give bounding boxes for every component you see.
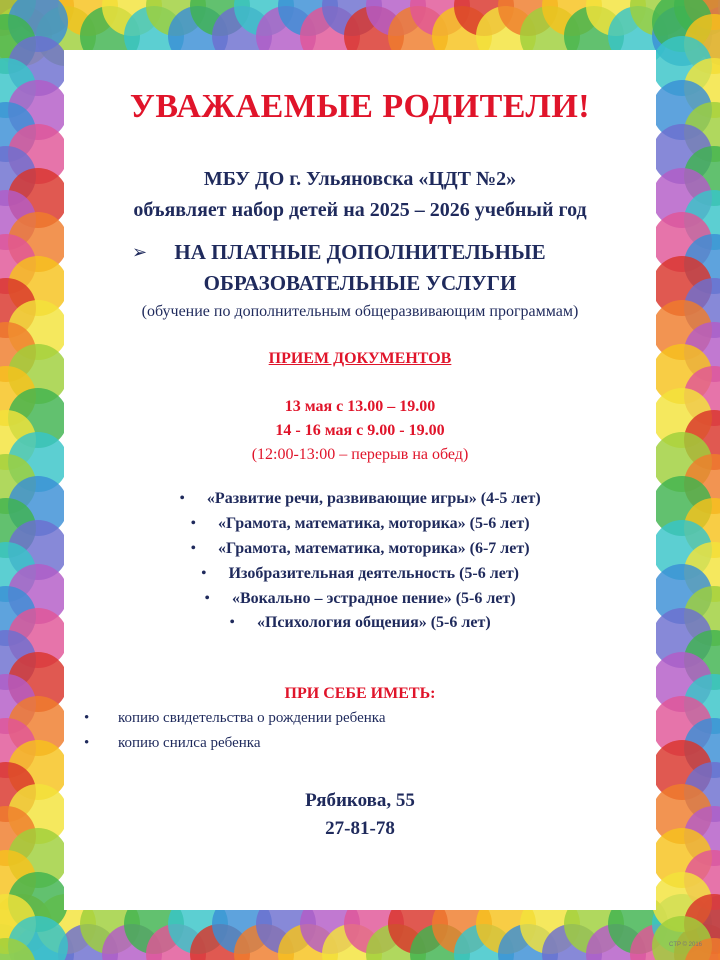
page-title: УВАЖАЕМЫЕ РОДИТЕЛИ! <box>129 88 591 125</box>
bullet-icon: • <box>179 490 185 507</box>
bullet-icon: • <box>190 515 197 532</box>
program-item: • «Вокально – эстрадное пение» (5-6 лет) <box>204 590 516 607</box>
address: Рябикова, 55 <box>305 790 415 811</box>
program-item: • «Грамота, математика, моторика» (5-6 лет) <box>190 515 530 532</box>
bring-header: ПРИ СЕБЕ ИМЕТЬ: <box>284 685 436 702</box>
bring-item: • копию свидетельства о рождении ребенка <box>84 710 386 726</box>
phone-number: 27-81-78 <box>325 818 395 839</box>
watermark: CTP © 2016 <box>669 942 702 948</box>
services-note: (обучение по дополнительным общеразвивающим программам) <box>141 303 579 320</box>
bullet-icon: • <box>84 710 90 726</box>
enrollment-announcement: объявляет набор детей на 2025 – 2026 учебный год <box>133 199 587 221</box>
reception-date-2: 14 - 16 мая с 9.00 - 19.00 <box>275 422 445 439</box>
program-item: • «Развитие речи, развивающие игры» (4-5 лет) <box>179 490 541 507</box>
reception-date-1: 13 мая с 13.00 – 19.00 <box>284 398 436 415</box>
bring-item: • копию снилса ребенка <box>84 735 261 751</box>
services-heading-line2: ОБРАЗОВАТЕЛЬНЫЕ УСЛУГИ <box>203 271 517 295</box>
program-item: • «Грамота, математика, моторика» (6-7 лет) <box>190 540 530 557</box>
bullet-icon: • <box>204 590 210 607</box>
arrow-bullet-icon: ➢ <box>132 242 148 262</box>
bullet-icon: • <box>200 565 207 582</box>
reception-header: ПРИЕМ ДОКУМЕНТОВ <box>268 350 452 367</box>
program-item: • Изобразительная деятельность (5-6 лет) <box>200 565 520 582</box>
program-item: • «Психология общения» (5-6 лет) <box>229 614 491 631</box>
bullet-icon: • <box>229 614 235 631</box>
lunch-break-note: (12:00-13:00 – перерыв на обед) <box>251 446 469 463</box>
services-heading-line1: НА ПЛАТНЫЕ ДОПОЛНИТЕЛЬНЫЕ <box>174 240 546 264</box>
bullet-icon: • <box>84 735 90 751</box>
organization-name: МБУ ДО г. Ульяновска «ЦДТ №2» <box>203 168 517 190</box>
bullet-icon: • <box>190 540 197 557</box>
